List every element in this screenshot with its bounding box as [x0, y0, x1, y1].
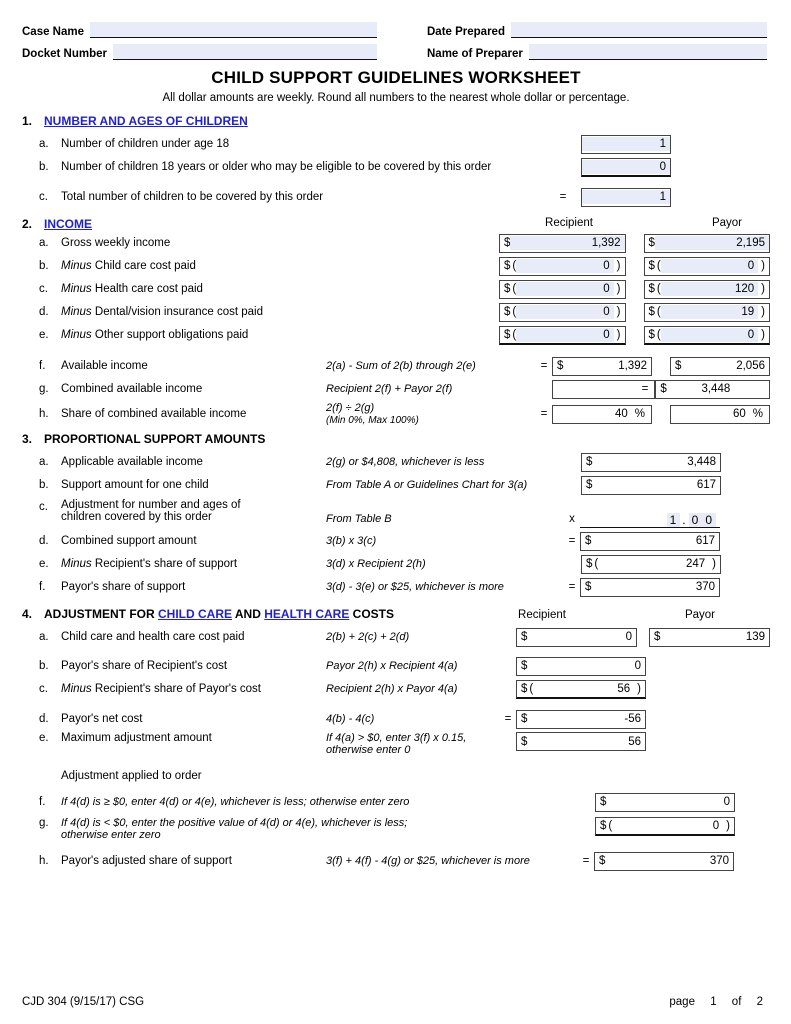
row-3d-value: 617 — [695, 535, 715, 547]
row-4d — [22, 709, 770, 729]
row-4b-input[interactable]: $ 0 — [516, 657, 646, 676]
row-4a-label: Child care and health care cost paid — [61, 631, 245, 643]
row-3f-value: 370 — [695, 581, 715, 593]
row-3c-input[interactable]: 1 . 0 0 — [580, 509, 720, 528]
row-3c-formula: From Table B — [326, 513, 392, 525]
row-4a-formula: 2(b) + 2(c) + 2(d) — [326, 631, 410, 643]
row-4f — [22, 792, 770, 812]
row-4e-label: Maximum adjustment amount — [61, 732, 212, 744]
row-4-applied — [22, 766, 770, 786]
row-1a-value: 1 — [582, 137, 670, 151]
row-2b-minus: Minus — [61, 260, 92, 272]
date-prepared-label: Date Prepared — [427, 26, 505, 38]
row-4b-formula: Payor 2(h) x Recipient 4(a) — [326, 660, 458, 672]
row-2e-recipient-input[interactable]: $ ( 0 ) — [499, 326, 626, 345]
row-3b-formula: From Table A or Guidelines Chart for 3(a) — [326, 479, 528, 491]
row-3b — [22, 475, 770, 495]
row-2d-payor-value: 19 — [661, 305, 758, 319]
page-indicator — [663, 996, 769, 1008]
row-2e — [22, 325, 770, 345]
row-3f-input[interactable]: $ 370 — [580, 578, 720, 597]
row-3d-formula: 3(b) x 3(c) — [326, 535, 377, 547]
row-3e — [22, 554, 770, 574]
row-2e-text: Other support obligations paid — [94, 329, 249, 341]
row-3a — [22, 452, 770, 472]
row-2c — [22, 279, 770, 299]
row-4h-value: 370 — [709, 855, 729, 867]
row-4d-label: Payor's net cost — [61, 713, 143, 725]
row-1c-letter: c. — [39, 191, 48, 203]
section-4-title — [44, 607, 394, 621]
row-2h-recipient-input[interactable] — [552, 405, 652, 424]
row-4c-formula: Recipient 2(h) x Payor 4(a) — [326, 683, 458, 695]
name-of-preparer-input[interactable] — [529, 44, 767, 60]
row-4g-formula — [61, 817, 595, 841]
row-4b — [22, 656, 770, 676]
row-3b-label: Support amount for one child — [61, 479, 209, 491]
row-4g-value: 0 — [712, 820, 720, 832]
row-2d-minus: Minus — [61, 306, 92, 318]
row-3c-value-int: 1 — [667, 513, 681, 527]
row-1b-letter: b. — [39, 161, 49, 173]
row-2g-letter: g. — [39, 383, 49, 395]
row-3b-letter: b. — [39, 479, 49, 491]
row-2g-formula: Recipient 2(f) + Payor 2(f) — [326, 383, 453, 395]
row-2h-formula-main: 2(f) ÷ 2(g) — [326, 402, 375, 414]
row-4c — [22, 679, 770, 699]
date-prepared-input[interactable] — [511, 22, 767, 38]
row-3e-letter: e. — [39, 558, 49, 570]
row-3b-value: 617 — [696, 479, 716, 491]
row-3f-label: Payor's share of support — [61, 581, 186, 593]
row-2h-equals: = — [540, 408, 548, 420]
row-1a-input[interactable] — [581, 135, 671, 154]
row-2f-formula: 2(a) - Sum of 2(b) through 2(e) — [326, 360, 476, 372]
row-2b-recipient-value: 0 — [516, 259, 613, 273]
row-3c-value-dec2: 0 — [702, 513, 716, 527]
row-2d-label — [61, 306, 499, 318]
row-2h-payor-input[interactable] — [670, 405, 770, 424]
row-4c-text: Recipient's share of Payor's cost — [94, 683, 261, 695]
date-prepared-group — [427, 22, 767, 38]
row-2b-payor-input[interactable]: $ ( 0 ) — [644, 257, 771, 276]
row-4f-value: 0 — [723, 796, 730, 808]
row-2f-label: Available income — [61, 360, 148, 372]
adjustment-applied-label: Adjustment applied to order — [61, 770, 202, 782]
row-4e-value: 56 — [628, 735, 641, 748]
row-1c-input[interactable] — [581, 188, 671, 207]
row-1b-label: Number of children 18 years or older who may be eligible to be covered by this order — [61, 161, 492, 173]
row-4g — [22, 817, 770, 841]
row-2c-payor-input[interactable]: $ ( 120 ) — [644, 280, 771, 299]
row-4f-input[interactable]: $ 0 — [595, 793, 735, 812]
row-4f-letter: f. — [39, 796, 46, 808]
row-3e-input[interactable]: $ ( 247 ) — [581, 555, 721, 574]
docket-number-label: Docket Number — [22, 48, 107, 60]
name-of-preparer-label: Name of Preparer — [427, 48, 523, 60]
row-2h-recipient-value: 40 — [614, 408, 628, 420]
row-2f-payor-input[interactable]: $ 2,056 — [670, 357, 770, 376]
row-2h-letter: h. — [39, 408, 49, 420]
row-3d-input[interactable]: $ 617 — [580, 532, 720, 551]
section-4-number: 4. — [22, 607, 33, 621]
row-4a-payor-input[interactable]: $ 139 — [649, 628, 770, 647]
row-4b-label: Payor's share of Recipient's cost — [61, 660, 228, 672]
row-2c-letter: c. — [39, 283, 48, 295]
section-4-link-child-care[interactable]: CHILD CARE — [158, 607, 232, 621]
row-2f-equals: = — [540, 360, 548, 372]
row-2a-payor-input[interactable]: $ 2,195 — [644, 234, 771, 253]
section-4-title-pre: ADJUSTMENT FOR — [44, 607, 158, 621]
row-2e-payor-input[interactable]: $ ( 0 ) — [644, 326, 771, 345]
case-name-input[interactable] — [90, 22, 377, 38]
case-name-group — [22, 22, 377, 38]
row-4e-formula-line2: otherwise enter 0 — [326, 744, 411, 756]
row-3c-label — [61, 499, 326, 523]
col-header-payor: Payor — [711, 217, 743, 229]
row-4c-label — [61, 683, 326, 695]
row-4h-letter: h. — [39, 855, 49, 867]
row-2g-value: 3,448 — [701, 383, 731, 395]
row-2h-label: Share of combined available income — [61, 408, 247, 420]
row-4d-input[interactable]: $ -56 — [516, 710, 646, 729]
row-2g-input[interactable]: $ 3,448 — [655, 380, 770, 399]
row-4d-equals: = — [504, 713, 512, 725]
row-2g — [22, 379, 770, 399]
row-4e — [22, 732, 770, 756]
row-4a — [22, 627, 770, 647]
page-total: 2 — [756, 996, 763, 1008]
col-header-payor-4: Payor — [684, 609, 716, 621]
row-3f-equals: = — [568, 581, 576, 593]
row-2h-formula — [326, 402, 536, 426]
row-2h-note: (Min 0%, Max 100%) — [326, 415, 419, 426]
row-2g-label: Combined available income — [61, 383, 203, 395]
row-4a-payor-value: 139 — [745, 631, 765, 643]
page-title: CHILD SUPPORT GUIDELINES WORKSHEET — [211, 68, 581, 87]
row-1c-equals: = — [559, 191, 567, 203]
row-3e-minus: Minus — [61, 558, 92, 570]
row-4h — [22, 851, 770, 871]
row-1b-value: 0 — [582, 160, 670, 174]
row-4g-formula-line1: If 4(d) is < $0, enter the positive value of 4(d) or 4(e), whichever is less; — [61, 817, 408, 829]
section-3-heading — [22, 432, 770, 446]
row-2c-recipient-input[interactable]: $ ( 0 ) — [499, 280, 626, 299]
page-number: 1 — [710, 996, 717, 1008]
section-4-heading — [22, 607, 770, 621]
row-3a-letter: a. — [39, 456, 49, 468]
row-2e-recipient-value: 0 — [516, 328, 613, 342]
row-4a-recipient-input[interactable]: $ 0 — [516, 628, 637, 647]
section-1 — [22, 114, 770, 207]
row-2h-payor-pct: % — [752, 408, 763, 420]
row-4c-value: 56 — [617, 682, 631, 695]
row-2f-recipient-input[interactable]: $ 1,392 — [552, 357, 652, 376]
row-2d-letter: d. — [39, 306, 49, 318]
section-2-number: 2. — [22, 217, 33, 231]
row-2g-equals-box — [552, 380, 655, 399]
row-2e-label — [61, 329, 499, 341]
row-3c-label-line1: Adjustment for number and ages of — [61, 499, 241, 511]
row-1a — [22, 134, 770, 154]
row-3e-label — [61, 558, 326, 570]
row-2a-recipient-input[interactable]: $ 1,392 — [499, 234, 626, 253]
row-2g-equals: = — [641, 383, 649, 395]
row-4d-formula: 4(b) - 4(c) — [326, 713, 375, 725]
row-2d — [22, 302, 770, 322]
row-2c-minus: Minus — [61, 283, 92, 295]
row-4b-letter: b. — [39, 660, 49, 672]
row-4h-equals: = — [582, 855, 590, 867]
row-2b-text: Child care cost paid — [94, 260, 196, 272]
row-2c-label — [61, 283, 499, 295]
row-3e-value: 247 — [685, 558, 706, 570]
header-row-2 — [22, 44, 770, 60]
row-4g-formula-line2: otherwise enter zero — [61, 829, 161, 841]
row-2f — [22, 356, 770, 376]
row-4c-letter: c. — [39, 683, 48, 695]
section-1-title: NUMBER AND AGES OF CHILDREN — [44, 114, 248, 128]
row-2b-recipient-input[interactable]: $ ( 0 ) — [499, 257, 626, 276]
row-2d-text: Dental/vision insurance cost paid — [94, 306, 264, 318]
row-2f-recipient-value: 1,392 — [618, 360, 647, 372]
page-label: page — [669, 996, 695, 1008]
row-3d — [22, 531, 770, 551]
name-of-preparer-group — [427, 44, 767, 60]
row-4c-input[interactable]: $ ( 56 ) — [516, 680, 646, 699]
section-4-title-post: COSTS — [349, 607, 395, 621]
section-3-number: 3. — [22, 432, 33, 446]
row-2f-payor-value: 2,056 — [736, 360, 765, 372]
page-footer — [22, 996, 769, 1008]
row-2a-letter: a. — [39, 237, 49, 249]
row-4e-letter: e. — [39, 732, 49, 744]
col-header-recipient: Recipient — [545, 217, 593, 229]
row-4g-letter: g. — [39, 817, 49, 829]
row-1c-value: 1 — [582, 190, 670, 204]
row-1b-input[interactable] — [581, 158, 671, 177]
row-3d-equals: = — [568, 535, 576, 547]
section-4-link-health-care[interactable]: HEALTH CARE — [264, 607, 350, 621]
row-3d-letter: d. — [39, 535, 49, 547]
row-2d-recipient-value: 0 — [516, 305, 613, 319]
row-2c-payor-value: 120 — [661, 282, 758, 296]
section-4 — [22, 607, 770, 871]
row-4h-input[interactable]: $ 370 — [594, 852, 734, 871]
row-2d-recipient-input[interactable]: $ ( 0 ) — [499, 303, 626, 322]
col-header-recipient-4: Recipient — [518, 609, 566, 621]
row-3c — [22, 499, 770, 528]
row-2b-label — [61, 260, 499, 272]
row-3a-label: Applicable available income — [61, 456, 203, 468]
row-3c-label-line2: children covered by this order — [61, 511, 212, 523]
row-1c-label: Total number of children to be covered by this order — [61, 191, 324, 203]
row-3f-formula: 3(d) - 3(e) or $25, whichever is more — [326, 581, 504, 593]
row-3f — [22, 577, 770, 597]
row-2b-payor-value: 0 — [661, 259, 758, 273]
row-4a-recipient-value: 0 — [625, 631, 632, 643]
row-3c-letter: c. — [39, 501, 48, 513]
docket-number-input[interactable] — [113, 44, 377, 60]
row-3d-label: Combined support amount — [61, 535, 197, 547]
page-subtitle: All dollar amounts are weekly. Round all numbers to the nearest whole dollar or percentage. — [162, 92, 630, 104]
row-1a-label: Number of children under age 18 — [61, 138, 230, 150]
row-3c-value-dec1: 0 — [689, 513, 703, 527]
section-3 — [22, 432, 770, 597]
of-label: of — [731, 996, 742, 1008]
row-4e-input[interactable]: $ 56 — [516, 732, 646, 751]
section-3-title: PROPORTIONAL SUPPORT AMOUNTS — [44, 432, 266, 446]
row-4h-label: Payor's adjusted share of support — [61, 855, 232, 867]
row-3c-operator: x — [569, 513, 575, 525]
section-2-column-headers — [22, 217, 770, 229]
row-4h-formula: 3(f) + 4(f) - 4(g) or $25, whichever is more — [326, 855, 530, 867]
row-2h-payor-value: 60 — [732, 408, 746, 420]
row-2e-payor-value: 0 — [661, 328, 758, 342]
section-2-title: INCOME — [44, 217, 92, 231]
row-4d-letter: d. — [39, 713, 49, 725]
row-2e-letter: e. — [39, 329, 49, 341]
row-4e-formula-line1: If 4(a) > $0, enter 3(f) x 0.15, — [326, 732, 467, 744]
row-3a-formula: 2(g) or $4,808, whichever is less — [326, 456, 485, 468]
row-2c-recipient-value: 0 — [516, 282, 613, 296]
section-4-title-mid: AND — [232, 607, 265, 621]
row-3a-input[interactable]: $ 3,448 — [581, 453, 721, 472]
row-2h — [22, 402, 770, 426]
row-2d-payor-input[interactable]: $ ( 19 ) — [644, 303, 771, 322]
row-2b-letter: b. — [39, 260, 49, 272]
row-4f-formula: If 4(d) is ≥ $0, enter 4(d) or 4(e), whichever is less; otherwise enter zero — [61, 796, 410, 808]
row-2a-recipient-value: 1,392 — [510, 236, 624, 250]
row-2a-label: Gross weekly income — [61, 237, 171, 249]
docket-number-group — [22, 44, 377, 60]
row-2b — [22, 256, 770, 276]
row-2a-payor-value: 2,195 — [655, 236, 769, 250]
row-4d-value: -56 — [624, 713, 641, 725]
row-4e-formula — [326, 732, 516, 756]
header-row-1 — [22, 22, 770, 38]
form-id: CJD 304 (9/15/17) CSG — [22, 996, 145, 1008]
row-2f-letter: f. — [39, 360, 46, 372]
row-4g-input[interactable]: $ ( 0 ) — [595, 817, 735, 836]
row-4a-letter: a. — [39, 631, 49, 643]
row-4b-value: 0 — [634, 660, 641, 672]
row-1c — [22, 187, 770, 207]
row-3e-text: Recipient's share of support — [94, 558, 238, 570]
row-2a — [22, 233, 770, 253]
case-name-label: Case Name — [22, 26, 85, 38]
row-1b — [22, 157, 770, 177]
row-3a-value: 3,448 — [687, 456, 716, 468]
row-2c-text: Health care cost paid — [94, 283, 203, 295]
section-1-number: 1. — [22, 114, 33, 128]
section-2 — [22, 217, 770, 426]
row-3e-formula: 3(d) x Recipient 2(h) — [326, 558, 426, 570]
section-1-heading — [22, 114, 770, 128]
row-2e-minus: Minus — [61, 329, 92, 341]
row-4c-minus: Minus — [61, 683, 92, 695]
row-1a-letter: a. — [39, 138, 49, 150]
row-3b-input[interactable]: $ 617 — [581, 476, 721, 495]
row-2h-recipient-pct: % — [634, 408, 645, 420]
row-3f-letter: f. — [39, 581, 46, 593]
